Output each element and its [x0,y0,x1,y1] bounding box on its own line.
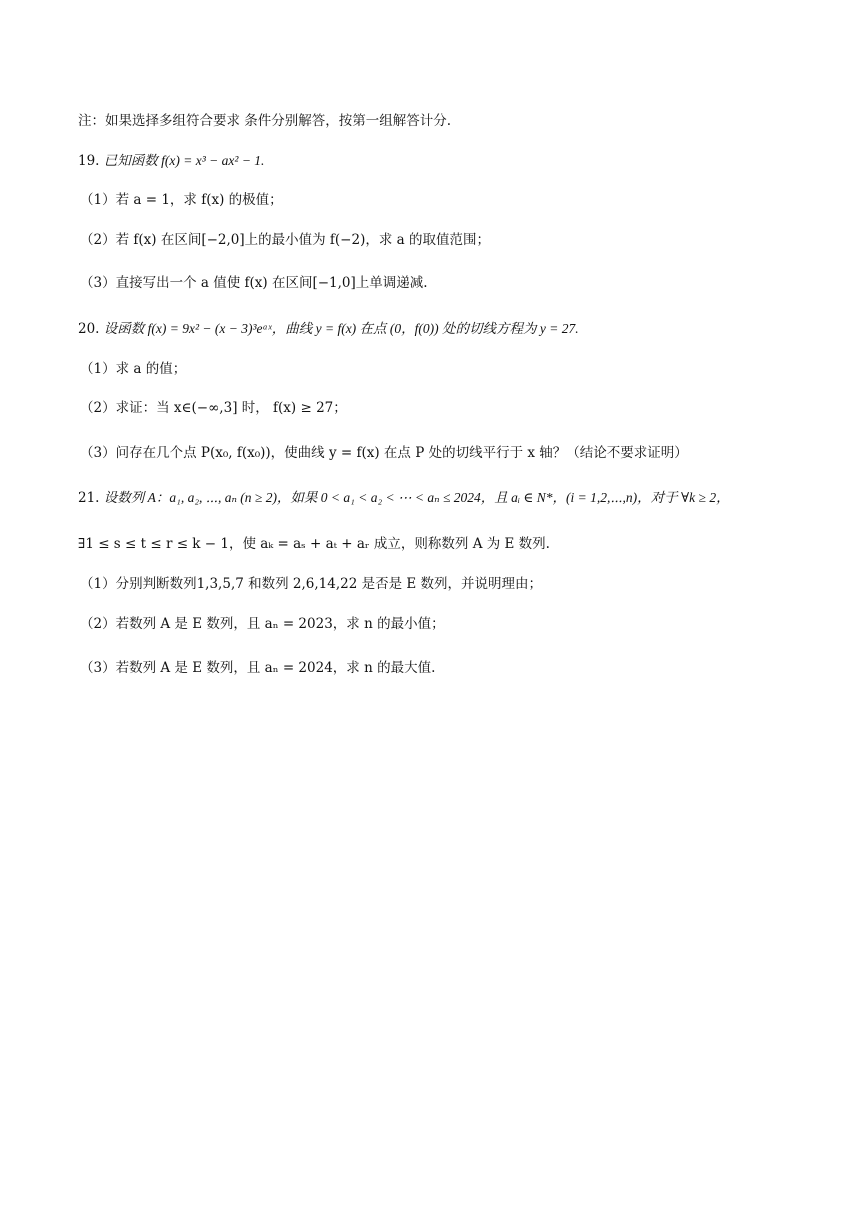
problem-20-stem [78,320,798,338]
problem-20-text: 设函数 f(x) = 9x² − (x − 3)³eᵃˣ，曲线 y = f(x) 在点 (0，f(0)) 处的切线方程为 y = 27. [103,321,579,336]
problem-20-part-1: （1）求 a 的值； [80,361,187,377]
problem-21-stem-continued: ∃1 ≤ s ≤ t ≤ r ≤ k − 1，使 aₖ = aₛ + aₜ + aᵣ 成立，则称数列 A 为 E 数列. [78,536,550,552]
problem-20-part-2: （2）求证：当 x∈(−∞,3] 时， f(x) ≥ 27； [80,400,347,416]
problem-19-text: 已知函数 f(x) = x³ − ax² − 1. [103,153,265,168]
problem-21-stem [78,489,798,507]
problem-21-text: 设数列 A：a₁, a₂, ⋯, aₙ (n ≥ 2)，如果 0 < a₁ < a₂ < ⋯ < aₙ ≤ 2024，且 aᵢ ∈ N*，(i = 1,2,⋯,n)，对于 ∀k ≥ 2， [103,490,730,505]
problem-21-number: 21. [78,490,100,506]
problem-19-part-3: （3）直接写出一个 a 值使 f(x) 在区间[−1,0]上单调递减. [80,275,428,291]
problem-21-part-3: （3）若数列 A 是 E 数列，且 aₙ = 2024，求 n 的最大值. [80,660,436,676]
problem-19-part-1: （1）若 a = 1，求 f(x) 的极值； [80,192,283,208]
problem-20-part-3: （3）问存在几个点 P(x₀, f(x₀))，使曲线 y = f(x) 在点 P 处的切线平行于 x 轴？（结论不要求证明） [80,445,688,461]
note-text: 注：如果选择多组符合要求 条件分别解答，按第一组解答计分. [78,113,452,129]
problem-19-number: 19. [78,153,100,169]
problem-20-number: 20. [78,321,100,337]
problem-21-part-1: （1）分别判断数列1,3,5,7 和数列 2,6,14,22 是否是 E 数列，并说明理由； [80,576,543,592]
problem-19-part-2: （2）若 f(x) 在区间[−2,0]上的最小值为 f(−2)，求 a 的取值范围； [80,232,490,248]
problem-21-part-2: （2）若数列 A 是 E 数列，且 aₙ = 2023，求 n 的最小值； [80,616,445,632]
problem-19-stem [78,152,798,170]
